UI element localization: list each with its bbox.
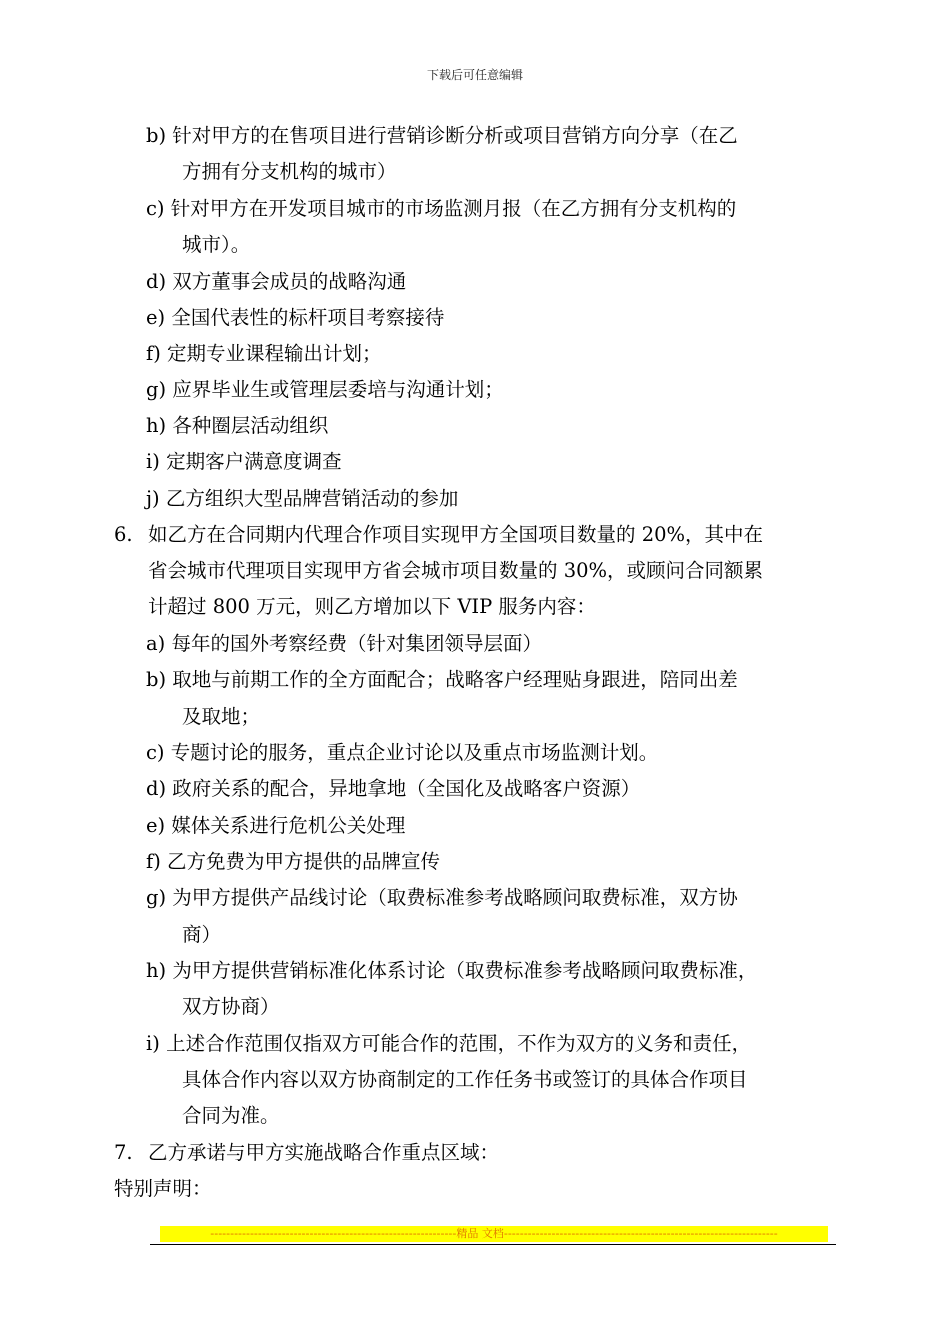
list-marker: h) <box>146 414 167 437</box>
list-a-item-d <box>146 270 406 294</box>
list-item-text: 专题讨论的服务，重点企业讨论以及重点市场监测计划。 <box>170 741 659 764</box>
list-b-item-c <box>146 741 658 765</box>
list-b-item-h <box>146 959 757 983</box>
list-b-item-h-cont: 双方协商） <box>182 995 280 1018</box>
list-marker: e) <box>146 814 166 837</box>
special-statement: 特别声明： <box>114 1177 212 1200</box>
list-b-item-g-cont: 商） <box>182 923 222 946</box>
page-header: 下载后可任意编辑 <box>426 68 523 82</box>
list-marker: c) <box>146 741 165 764</box>
list-marker: j) <box>146 487 160 510</box>
item-6-cont-2: 计超过 800 万元，则乙方增加以下 VIP 服务内容： <box>148 595 596 618</box>
list-item-text: 全国代表性的标杆项目考察接待 <box>171 306 445 329</box>
list-item-text: 取地与前期工作的全方面配合；战略客户经理贴身跟进，陪同出差 <box>172 668 738 691</box>
list-item-text: 双方董事会成员的战略沟通 <box>172 270 407 293</box>
list-b-item-b-cont: 及取地； <box>182 705 261 728</box>
list-marker: f) <box>146 342 161 365</box>
item-6 <box>114 523 763 547</box>
list-a-item-c <box>146 197 736 221</box>
list-item-text: 乙方组织大型品牌营销活动的参加 <box>165 487 459 510</box>
list-item-text: 定期专业课程输出计划； <box>167 342 382 365</box>
footer-banner: --------------------------------------------------------------精品 文档--------------------------------------------------------------------- <box>160 1226 828 1242</box>
list-b-item-i <box>146 1032 751 1056</box>
list-item-text: 媒体关系进行危机公关处理 <box>171 814 406 837</box>
list-item-text: 各种圈层活动组织 <box>172 414 329 437</box>
list-item-text: 针对甲方的在售项目进行营销诊断分析或项目营销方向分享（在乙 <box>172 124 738 147</box>
item-6-text: 如乙方在合同期内代理合作项目实现甲方全国项目数量的 20%，其中在 <box>148 523 764 546</box>
item-number: 7. <box>114 1141 133 1164</box>
item-7-text: 乙方承诺与甲方实施战略合作重点区域： <box>148 1141 500 1164</box>
list-marker: b) <box>146 124 167 147</box>
list-a-item-j <box>146 487 458 511</box>
list-b-item-b <box>146 668 738 692</box>
list-item-text: 为甲方提供营销标准化体系讨论（取费标准参考战略顾问取费标准， <box>172 959 758 982</box>
item-7 <box>114 1141 499 1165</box>
list-marker: e) <box>146 306 166 329</box>
list-a-item-e <box>146 306 444 330</box>
list-b-item-d <box>146 777 640 801</box>
list-item-text: 上述合作范围仅指双方可能合作的范围，不作为双方的义务和责任， <box>166 1032 752 1055</box>
list-marker: c) <box>146 197 165 220</box>
list-item-text: 乙方免费为甲方提供的品牌宣传 <box>167 850 441 873</box>
list-item-text: 政府关系的配合，异地拿地（全国化及战略客户资源） <box>172 777 641 800</box>
list-b-item-i-cont-2: 合同为准。 <box>182 1104 280 1127</box>
list-a-item-i <box>146 450 342 474</box>
list-a-item-f <box>146 342 382 366</box>
list-marker: d) <box>146 777 167 800</box>
list-a-item-b <box>146 124 738 148</box>
list-a-item-h <box>146 414 328 438</box>
list-a-item-b-cont: 方拥有分支机构的城市） <box>182 160 397 183</box>
item-number: 6. <box>114 523 133 546</box>
item-6-cont-1: 省会城市代理项目实现甲方省会城市项目数量的 30%，或顾问合同额累 <box>148 559 764 582</box>
footer-divider <box>150 1244 836 1245</box>
list-marker: i) <box>146 450 160 473</box>
list-item-text: 每年的国外考察经费（针对集团领导层面） <box>171 632 542 655</box>
list-b-item-a <box>146 632 542 656</box>
list-b-item-e <box>146 814 405 838</box>
list-a-item-c-cont: 城市）。 <box>182 233 251 256</box>
list-item-text: 为甲方提供产品线讨论（取费标准参考战略顾问取费标准，双方协 <box>172 886 738 909</box>
list-item-text: 应界毕业生或管理层委培与沟通计划； <box>172 378 504 401</box>
list-marker: g) <box>146 378 167 401</box>
list-item-text: 定期客户满意度调查 <box>166 450 342 473</box>
list-a-item-g <box>146 378 504 402</box>
list-marker: i) <box>146 1032 160 1055</box>
list-marker: f) <box>146 850 161 873</box>
list-item-text: 针对甲方在开发项目城市的市场监测月报（在乙方拥有分支机构的 <box>170 197 737 220</box>
list-b-item-i-cont-1: 具体合作内容以双方协商制定的工作任务书或签订的具体合作项目 <box>182 1068 748 1091</box>
list-marker: b) <box>146 668 167 691</box>
list-b-item-g <box>146 886 738 910</box>
list-marker: a) <box>146 632 166 655</box>
list-b-item-f <box>146 850 440 874</box>
list-marker: d) <box>146 270 167 293</box>
list-marker: h) <box>146 959 167 982</box>
list-marker: g) <box>146 886 167 909</box>
